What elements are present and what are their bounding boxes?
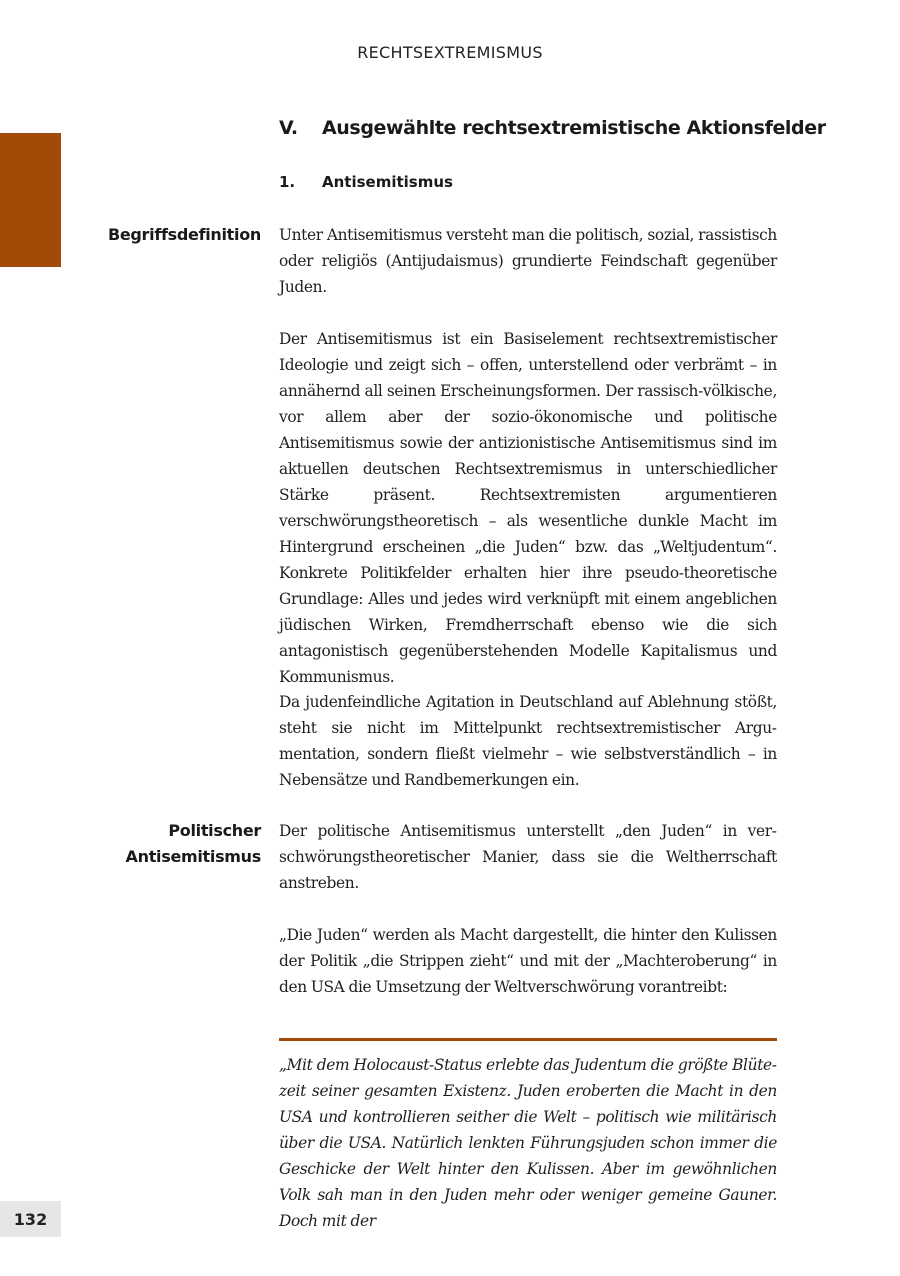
section-heading — [279, 117, 826, 139]
subsection-number: 1. — [279, 173, 296, 191]
margin-label-political-line2: Antisemitismus — [125, 847, 261, 866]
margin-label-political — [70, 818, 261, 870]
paragraph-definition: Unter Antisemitismus versteht man die politisch, sozial, rassistisch oder religiös (Antijudaismus) grundierte Feindschaft gegenüber Juden. — [279, 226, 777, 296]
subsection-heading — [279, 173, 779, 191]
margin-label-definition: Begriffsdefinition — [107, 225, 261, 244]
block-quote: „Mit dem Holocaust-Status erlebte das Judentum die größte Blütezeit seiner gesamten Existenz. Juden eroberten die Macht in den USA und kontrollieren seither die Welt – politisch wie militärisch über die USA. Natürlich lenkten Führungsjuden schon immer die Geschicke der Welt hinter den Kulissen. Aber im gewöhnlichen Volk sah man in den Juden mehr oder weniger gemeine Gauner. Doch mit der — [279, 1056, 777, 1230]
paragraph-political-antisemitism: Der politische Antisemitismus unterstellt „den Juden“ in verschwörungstheoretischer Manier, dass sie die Weltherrschaft anstreben. — [279, 822, 777, 892]
section-title: Ausgewählte rechtsextremistische Aktionsfelder — [322, 117, 826, 139]
running-header: RECHTSEXTREMISMUS — [357, 43, 543, 62]
quote-divider — [279, 1038, 777, 1041]
paragraph-agitation: Da judenfeindliche Agitation in Deutschland auf Ablehnung stößt, steht sie nicht im Mittelpunkt rechtsextremistischer Argumentation, sondern fließt vielmehr – wie selbstverständlich – in Nebensätze und Randbemerkungen ein. — [279, 693, 777, 789]
paragraph-basis-element: Der Antisemitismus ist ein Basiselement rechtsextremistischer Ideologie und zeigt sich – offen, unterstellend oder verbrämt – in annähernd all seinen Erscheinungsformen. Der rassisch-völkische, vor allem aber der sozio-ökonomische und politische Antisemitismus sowie der antizionistische Antisemitismus sind im aktuellen deutschen Rechtsextremismus in unterschiedlicher Stärke präsent. Rechtsextremisten argumentieren verschwörungstheoretisch – als wesentliche dunkle Macht im Hintergrund erscheinen „die Juden“ bzw. das „Weltjudentum“. Konkrete Politikfelder erhalten hier ihre pseudo-theoretische Grundlage: Alles und jedes wird verknüpft mit einem angeblichen jüdischen Wirken, Fremdherrschaft ebenso wie die sich antagonistisch gegenüberstehenden Modelle Kapitalismus und Kommunismus. — [279, 330, 777, 686]
page-number: 132 — [0, 1201, 61, 1237]
margin-label-political-line1: Politischer — [168, 821, 261, 840]
subsection-title: Antisemitismus — [322, 173, 453, 191]
section-number: V. — [279, 117, 298, 139]
paragraph-power-depiction: „Die Juden“ werden als Macht dargestellt, die hinter den Kulissen der Politik „die Strippen zieht“ und mit der „Machteroberung“ in den USA die Umsetzung der Weltverschwörung vorantreibt: — [279, 926, 777, 996]
chapter-color-tab — [0, 133, 61, 267]
